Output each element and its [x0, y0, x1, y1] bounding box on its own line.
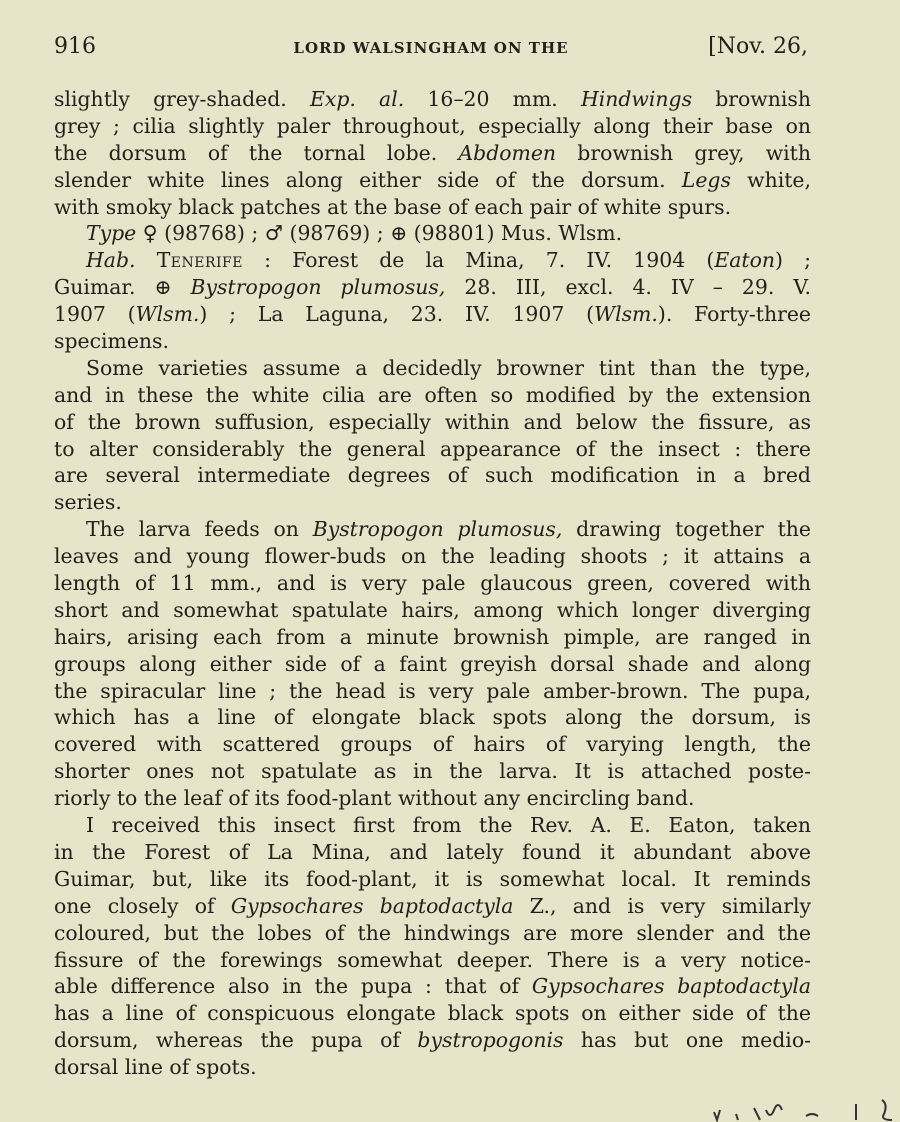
text-line [54, 328, 811, 355]
text-span: brownish [692, 87, 812, 111]
text-line [54, 274, 811, 301]
text-span: with smoky black patches at the base of each pair of white spurs. [54, 194, 732, 219]
italic-text: Gypsochares baptodactyla [230, 893, 514, 918]
text-span: riorly to the leaf of its food-plant without any encircling band. [54, 786, 695, 811]
italic-text: bystropogonis [417, 1028, 564, 1053]
text-line [54, 758, 811, 785]
text-span: Z., and is very similarly [513, 893, 812, 918]
text-span [135, 248, 156, 272]
italic-text: Hindwings [580, 87, 693, 111]
italic-text: Hab. [86, 248, 136, 273]
text-span: 16–20 mm. [404, 87, 581, 111]
italic-text: Bystropogon plumosus, [190, 275, 446, 300]
text-span: I received this insect first from the Rev. A. E. Eaton, taken [86, 813, 811, 838]
text-span: the dorsum of the tornal lobe. [54, 140, 459, 165]
text-span: one closely of [54, 893, 231, 918]
text-line [54, 382, 811, 409]
text-span: has a line of conspicuous elongate black spots on either side of the [54, 1001, 811, 1026]
text-span: The larva feeds on [86, 517, 313, 542]
text-span: hairs, arising each from a minute brownish pimple, are ranged in [54, 624, 811, 649]
text-span: Guimar, but, like its food-plant, it is somewhat local. It reminds [54, 866, 811, 891]
text-span: length of 11 mm., and is very pale glaucous green, covered with [54, 571, 811, 596]
text-span: ). Forty-three [657, 302, 811, 327]
text-span: 1907 ( [54, 302, 136, 327]
italic-text: Abdomen [458, 140, 557, 165]
text-line [54, 570, 811, 597]
text-line [54, 86, 811, 113]
text-line [54, 839, 811, 866]
text-line [54, 167, 811, 194]
text-span: shorter ones not spatulate as in the larva. It is attached poste- [54, 759, 811, 784]
body-text [54, 86, 811, 1081]
italic-text: Type [86, 221, 137, 246]
text-span: dorsum, whereas the pupa of [54, 1028, 418, 1053]
text-span: short and somewhat spatulate hairs, among which longer diverging [54, 597, 811, 622]
text-span: groups along either side of a faint greyish dorsal shade and along [54, 651, 811, 676]
text-span: white, [730, 167, 811, 192]
text-line [54, 704, 811, 731]
text-span: has but one medio- [563, 1028, 811, 1053]
text-line [54, 893, 811, 920]
page-header [54, 34, 808, 68]
text-span: of the brown suffusion, especially within and below the fissure, as [54, 409, 811, 434]
text-span: slender white lines along either side of the dorsum. [54, 167, 682, 192]
text-line [54, 113, 811, 140]
text-line [54, 973, 811, 1000]
text-line [54, 247, 811, 274]
text-line [54, 543, 811, 570]
text-line [54, 812, 811, 839]
text-span: are several intermediate degrees of such modification in a bred [54, 463, 811, 488]
text-line [54, 947, 811, 974]
text-line [54, 651, 811, 678]
text-span: Guimar. ⊕ [54, 275, 191, 300]
running-title: LORD WALSINGHAM ON THE [293, 39, 569, 57]
text-line [54, 489, 811, 516]
text-line [54, 194, 811, 221]
text-span: to alter considerably the general appearance of the insect : there [54, 436, 811, 461]
page-number: 916 [54, 34, 96, 59]
italic-text: Legs [681, 167, 731, 192]
text-span: leaves and young flower-buds on the leading shoots ; it attains a [54, 544, 811, 569]
handwritten-marks-icon [706, 1098, 900, 1122]
text-span: dorsal line of spots. [54, 1055, 257, 1080]
text-span: coloured, but the lobes of the hindwings are more slender and the [54, 920, 811, 945]
italic-text: Eaton [714, 248, 775, 273]
text-span: covered with scattered groups of hairs of varying length, the [54, 732, 811, 757]
italic-text: Bystropogon plumosus, [312, 517, 563, 542]
text-line [54, 624, 811, 651]
italic-text: Gypsochares baptodactyla [531, 974, 811, 999]
text-line [54, 436, 811, 463]
text-line [54, 731, 811, 758]
text-line [54, 301, 811, 328]
text-span: and in these the white cilia are often so modified by the extension [54, 382, 811, 407]
text-span: specimens. [54, 329, 170, 354]
text-span: the spiracular line ; the head is very pale amber-brown. The pupa, [54, 678, 811, 703]
text-line [54, 1000, 811, 1027]
text-span: fissure of the forewings somewhat deeper. There is a very notice- [54, 947, 811, 972]
text-line [54, 920, 811, 947]
text-line [54, 355, 811, 382]
text-line [54, 140, 811, 167]
text-span: which has a line of elongate black spots along the dorsum, is [54, 705, 811, 730]
text-line [54, 220, 811, 247]
italic-text: Wlsm. [594, 302, 658, 327]
text-span: series. [54, 490, 122, 515]
text-line [54, 785, 811, 812]
header-date: [Nov. 26, [708, 34, 808, 59]
text-span: ) ; [775, 248, 812, 273]
text-span: ) ; La Laguna, 23. IV. 1907 ( [199, 302, 595, 327]
text-span: able difference also in the pupa : that of [54, 974, 532, 999]
text-line [54, 866, 811, 893]
small-caps-text: Tenerife [156, 248, 243, 273]
text-span: 28. III, excl. 4. IV – 29. V. [445, 275, 811, 300]
text-line [54, 597, 811, 624]
text-span: : Forest de la Mina, 7. IV. 1904 ( [242, 248, 715, 273]
text-span: Some varieties assume a decidedly browner tint than the type, [86, 355, 811, 380]
text-line [54, 678, 811, 705]
text-span: in the Forest of La Mina, and lately found it abundant above [54, 839, 811, 864]
text-span: drawing together the [562, 517, 812, 542]
text-line [54, 409, 811, 436]
text-span: slightly grey-shaded. [54, 87, 310, 111]
italic-text: Wlsm. [135, 302, 200, 327]
text-line [54, 1027, 811, 1054]
text-span: ♀ (98768) ; ♂ (98769) ; ⊕ (98801) Mus. Wlsm. [136, 221, 623, 246]
italic-text: Exp. al. [309, 87, 405, 111]
text-line [54, 1054, 811, 1081]
text-line [54, 516, 811, 543]
text-line [54, 462, 811, 489]
text-span: brownish grey, with [556, 140, 812, 165]
text-span: grey ; cilia slightly paler throughout, especially along their base on [54, 113, 811, 138]
